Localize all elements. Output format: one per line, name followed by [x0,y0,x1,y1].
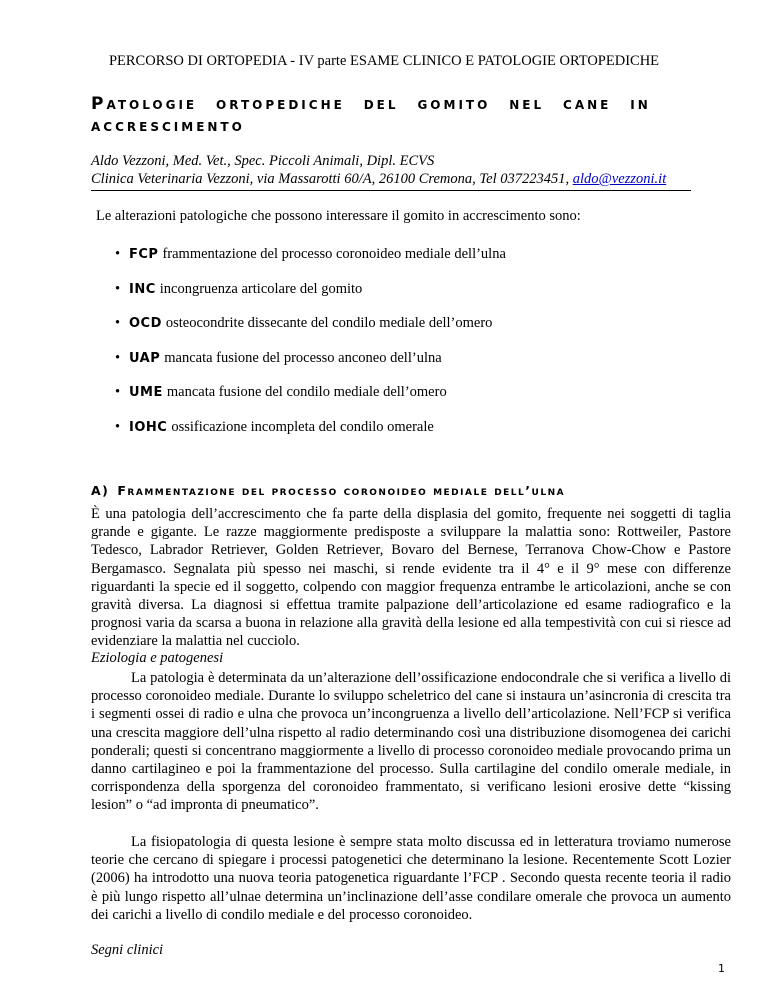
section-letter: A) [91,483,110,498]
section-title: Frammentazione del processo coronoideo mediale dell’ulna [117,483,566,498]
affiliation-text: Clinica Veterinaria Vezzoni, via Massarotti 60/A, 26100 Cremona, Tel 037223451, [91,171,573,187]
list-text: mancata fusione del processo anconeo dell’ulna [164,349,442,366]
list-item [115,350,506,385]
intro-text: Le alterazioni patologiche che possono interessare il gomito in accrescimento sono: [96,208,581,224]
list-item [115,281,506,316]
author-line: Aldo Vezzoni, Med. Vet., Spec. Piccoli Animali, Dipl. ECVS [91,153,435,169]
subheading: Segni clinici [91,942,164,958]
pathology-list [115,246,506,453]
list-abbr: UAP [129,350,161,366]
list-item [115,419,506,454]
paragraph: È una patologia dell’accrescimento che fa parte della displasia del gomito, frequente nei soggetti di taglia grande e gigante. Le razze maggiormente predisposte a sviluppare la malattia sono: Rottweiler, Pastore Tedesco, Labrador Retriever, Golden Retriever, Bovaro del Bernese, Terranova Chow-Chow e Pastore Bergamasco. Segnalata più spesso nei maschi, si rende evidente tra il 4° e il 9° mese con differenze riguardanti la specie ed il soggetto, colpendo con maggior frequenza entrambe le articolazioni, anche se con gravità diversa. La diagnosi si effettua tramite palpazione dell’articolazione ed esame radiografico e la prognosi varia da scarsa a buona in relazione alla gravità della lesione ed alla tempestività con cui si riesce ad evidenziare la malattia nel cucciolo. [91,506,731,650]
page-number: 1 [718,962,725,975]
bullet-icon: • [115,315,121,331]
bullet-icon: • [115,349,121,366]
paragraph: La patologia è determinata da un’alterazione dell’ossificazione endocondrale che si verifica a livello di processo coronoideo mediale. Durante lo sviluppo scheletrico del cane si instaura un’asincronia di crescita tra i segmenti ossei di radio e ulna che provoca un’incongruenza a livello dell’articolazione. Nell’FCP si verifica una crescita maggiore dell’ulna rispetto al radio determinando così una distribuzione disomogenea dei carichi ponderali; questi si concentrano maggiormente a livello di processo coronoideo mediale provocando prima un danno cartilagineo e poi la frammentazione del processo. Sulla cartilagine del condilo omerale mediale, in corrispondenza della sporgenza del coronoideo frammentato, si verificano lesioni erosive dette “kissing lesion” o “ad impronta di pneumatico”. [91,670,731,814]
list-text: ossificazione incompleta del condilo omerale [171,418,434,435]
list-abbr: OCD [129,316,162,331]
bullet-icon: • [115,418,121,435]
list-item [115,315,506,350]
author-block [91,152,691,191]
list-abbr: INC [129,281,156,297]
subheading: Eziologia e patogenesi [91,650,224,666]
running-header: PERCORSO DI ORTOPEDIA - IV parte ESAME CLINICO E PATOLOGIE ORTOPEDICHE [108,53,660,69]
list-text: frammentazione del processo coronoideo mediale dell’ulna [162,246,506,262]
list-text: osteocondrite dissecante del condilo mediale dell’omero [165,315,493,331]
bullet-icon: • [115,246,121,262]
list-abbr: FCP [129,247,159,262]
list-item [115,384,506,419]
email-link[interactable]: aldo@vezzoni.it [572,171,667,187]
affiliation-line [91,170,691,191]
title-line-2: accrescimento [91,116,245,136]
paragraph: La fisiopatologia di questa lesione è sempre stata molto discussa ed in letteratura troviamo numerose teorie che cercano di spiegare i processi patogenetici che determinano la lesione. Recentemente Scott Lozier (2006) ha introdotto una nuova teoria patogenetica riguardante l’FCP . Secondo questa recente teoria il radio è più lungo rispetto all’ulnae determina un’inclinazione dell’asse condilare omerale che provoca un aumento dei carichi a livello di condilo mediale e del processo coronoideo. [91,834,731,923]
list-text: mancata fusione del condilo mediale dell’omero [166,384,447,400]
title-line-1: Patologie ortopediche del gomito nel cane in [91,94,651,114]
bullet-icon: • [115,280,121,297]
bullet-icon: • [115,384,121,400]
list-item [115,246,506,281]
document-title [91,93,691,137]
list-abbr: UME [129,385,163,400]
section-heading [91,483,731,498]
list-abbr: IOHC [129,419,168,435]
list-text: incongruenza articolare del gomito [159,280,363,297]
